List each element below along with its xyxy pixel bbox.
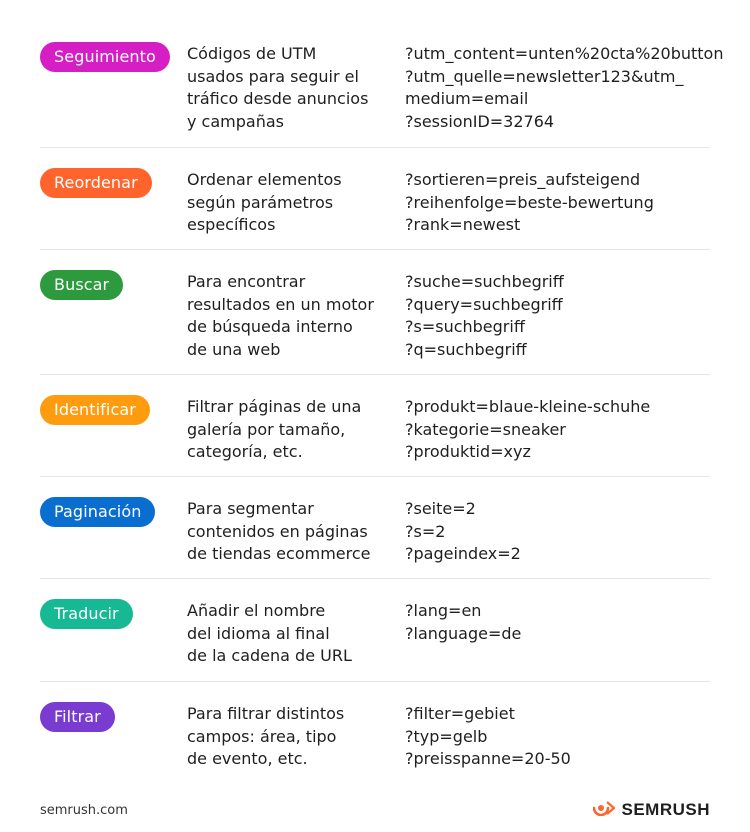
semrush-logo-icon [593, 800, 615, 820]
description-line: Para filtrar distintos [187, 704, 345, 723]
examples-cell [405, 387, 710, 464]
description-line: y campañas [187, 111, 284, 131]
example-parameter: ?lang=en [405, 601, 482, 620]
example-parameter: ?kategorie=sneaker [405, 419, 566, 439]
example-parameter: ?utm_quelle=newsletter123&utm_ [405, 66, 684, 86]
examples-cell [405, 262, 710, 361]
category-cell [40, 489, 187, 527]
description-line: usados para seguir el [187, 66, 359, 86]
example-parameter: ?query=suchbegriff [405, 294, 563, 314]
example-parameter: ?q=suchbegriff [405, 339, 527, 359]
description-line: de búsqueda interno [187, 317, 353, 336]
parameters-table [40, 34, 724, 780]
example-parameter: ?rank=newest [405, 215, 521, 234]
description-cell [187, 160, 405, 237]
category-badge: Buscar [40, 270, 123, 300]
example-parameter: ?s=2 [405, 521, 446, 541]
table-row [40, 250, 710, 375]
description-line: del idioma al final [187, 623, 330, 643]
category-badge: Reordenar [40, 168, 152, 198]
footer-url: semrush.com [40, 803, 128, 818]
example-parameter: ?produkt=blaue-kleine-schuhe [405, 397, 651, 416]
description-line: Filtrar páginas de una [187, 397, 362, 416]
description-line: Códigos de UTM [187, 44, 317, 63]
example-parameter: ?sortieren=preis_aufsteigend [405, 170, 641, 189]
example-parameter: ?reihenfolge=beste-bewertung [405, 192, 654, 212]
category-cell [40, 387, 187, 425]
description-line: Añadir el nombre [187, 601, 326, 620]
table-row [40, 477, 710, 579]
description-line: galería por tamaño, [187, 419, 346, 439]
description-line: resultados en un motor [187, 294, 374, 314]
category-cell [40, 160, 187, 198]
example-parameter: ?preisspanne=20-50 [405, 749, 571, 768]
description-cell [187, 262, 405, 361]
category-badge: Seguimiento [40, 42, 170, 72]
table-row [40, 375, 710, 477]
example-parameter: ?seite=2 [405, 499, 476, 518]
example-parameter: ?language=de [405, 623, 522, 643]
category-badge: Traducir [40, 599, 133, 629]
description-line: campos: área, tipo [187, 726, 337, 746]
description-cell [187, 694, 405, 771]
description-cell [187, 34, 405, 133]
examples-cell [405, 591, 710, 645]
examples-cell [405, 34, 723, 133]
category-badge: Filtrar [40, 702, 115, 732]
category-badge: Paginación [40, 497, 155, 527]
description-line: de evento, etc. [187, 749, 308, 768]
description-cell [187, 387, 405, 464]
description-cell [187, 489, 405, 566]
category-cell [40, 34, 187, 72]
description-line: Para segmentar [187, 499, 314, 518]
category-badge: Identificar [40, 395, 150, 425]
example-parameter: ?produktid=xyz [405, 442, 531, 461]
description-line: de una web [187, 339, 281, 359]
category-cell [40, 694, 187, 732]
brand-logo [593, 800, 710, 820]
example-parameter: ?s=suchbegriff [405, 317, 525, 336]
description-line: de tiendas ecommerce [187, 544, 371, 563]
example-parameter: medium=email [405, 89, 529, 108]
description-line: categoría, etc. [187, 442, 303, 461]
table-row [40, 148, 710, 250]
example-parameter: ?filter=gebiet [405, 704, 515, 723]
examples-cell [405, 489, 710, 566]
description-line: Para encontrar [187, 272, 306, 291]
description-line: Ordenar elementos [187, 170, 342, 189]
example-parameter: ?suche=suchbegriff [405, 272, 564, 291]
example-parameter: ?pageindex=2 [405, 544, 521, 563]
brand-name: SEMRUSH [621, 800, 710, 819]
category-cell [40, 262, 187, 300]
example-parameter: ?utm_content=unten%20cta%20button [405, 44, 724, 63]
table-row [40, 34, 724, 148]
example-parameter: ?sessionID=32764 [405, 111, 555, 131]
description-line: específicos [187, 215, 276, 234]
category-cell [40, 591, 187, 629]
description-line: tráfico desde anuncios [187, 89, 369, 108]
examples-cell [405, 160, 710, 237]
table-row [40, 682, 710, 780]
example-parameter: ?typ=gelb [405, 726, 488, 746]
description-line: contenidos en páginas [187, 521, 368, 541]
description-cell [187, 591, 405, 668]
examples-cell [405, 694, 710, 771]
description-line: de la cadena de URL [187, 646, 352, 665]
description-line: según parámetros [187, 192, 334, 212]
table-row [40, 579, 710, 682]
